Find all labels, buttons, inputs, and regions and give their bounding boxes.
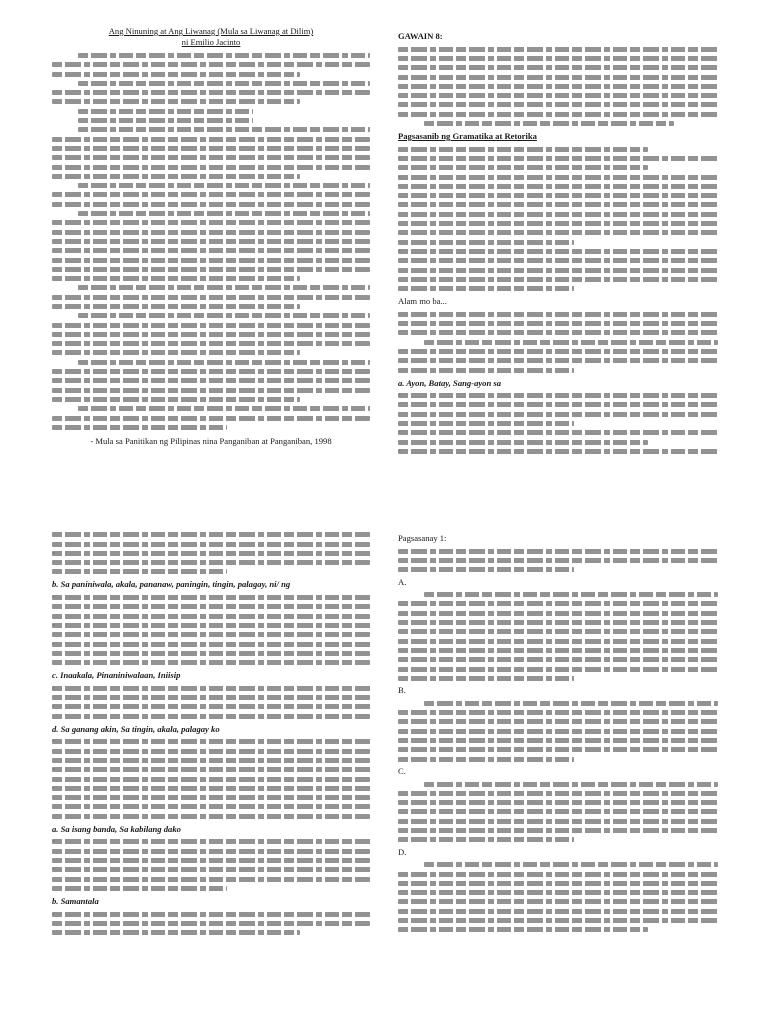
paragraph <box>52 532 370 574</box>
paragraph <box>52 211 370 281</box>
paragraph <box>52 406 370 430</box>
paragraph <box>398 393 718 456</box>
essay-source: - Mula sa Panitikan ng Pilipinas nina Panganiban at Panganiban, 1998 <box>90 435 332 446</box>
exercise-item <box>398 847 718 933</box>
did-you-know-heading: Alam mo ba... <box>398 296 447 307</box>
subheading: d. Sa ganang akin, Sa tingin, akala, palagay ko <box>52 723 220 734</box>
item-label: A. <box>398 576 407 587</box>
essay-title: Ang Ninuning at Ang Liwanag (Mula sa Liwanag at Dilim) <box>108 26 314 36</box>
subheading: c. Inaakala, Pinaniniwalaan, Iniisip <box>52 670 181 681</box>
question-list <box>398 47 718 126</box>
exercise-item <box>398 685 718 761</box>
paragraph <box>52 739 370 818</box>
paragraph <box>398 147 718 291</box>
exercise-item <box>398 766 718 842</box>
paragraph <box>52 313 370 355</box>
subheading: a. Sa isang banda, Sa kabilang dako <box>52 823 181 834</box>
section-heading: Pagsasanib ng Gramatika at Retorika <box>398 131 537 142</box>
paragraph <box>52 183 370 207</box>
subheading: b. Samantala <box>52 895 99 906</box>
item-label: C. <box>398 765 406 776</box>
subheading: a. Ayon, Batay, Sang-ayon sa <box>398 377 502 388</box>
paragraph <box>52 595 370 665</box>
paragraph <box>52 127 370 178</box>
paragraph <box>52 686 370 719</box>
paragraph <box>398 312 718 373</box>
paragraph <box>52 285 370 309</box>
activity-panel <box>398 26 718 456</box>
paragraph <box>52 839 370 890</box>
item-label: D. <box>398 846 407 857</box>
expressions-panel <box>52 528 370 948</box>
essay-panel <box>52 26 370 456</box>
activity-heading: GAWAIN 8: <box>398 31 443 41</box>
instructions <box>398 549 718 573</box>
subheading: b. Sa paniniwala, akala, pananaw, paningin, tingin, palagay, ni/ ng <box>52 579 291 590</box>
exercise-panel <box>398 528 718 948</box>
paragraph <box>52 912 370 936</box>
essay-author: ni Emilio Jacinto <box>181 37 241 48</box>
item-label: B. <box>398 685 406 696</box>
paragraph <box>52 360 370 402</box>
exercise-item <box>398 577 718 681</box>
paragraph <box>52 53 370 123</box>
exercise-heading: Pagsasanay 1: <box>398 533 447 543</box>
